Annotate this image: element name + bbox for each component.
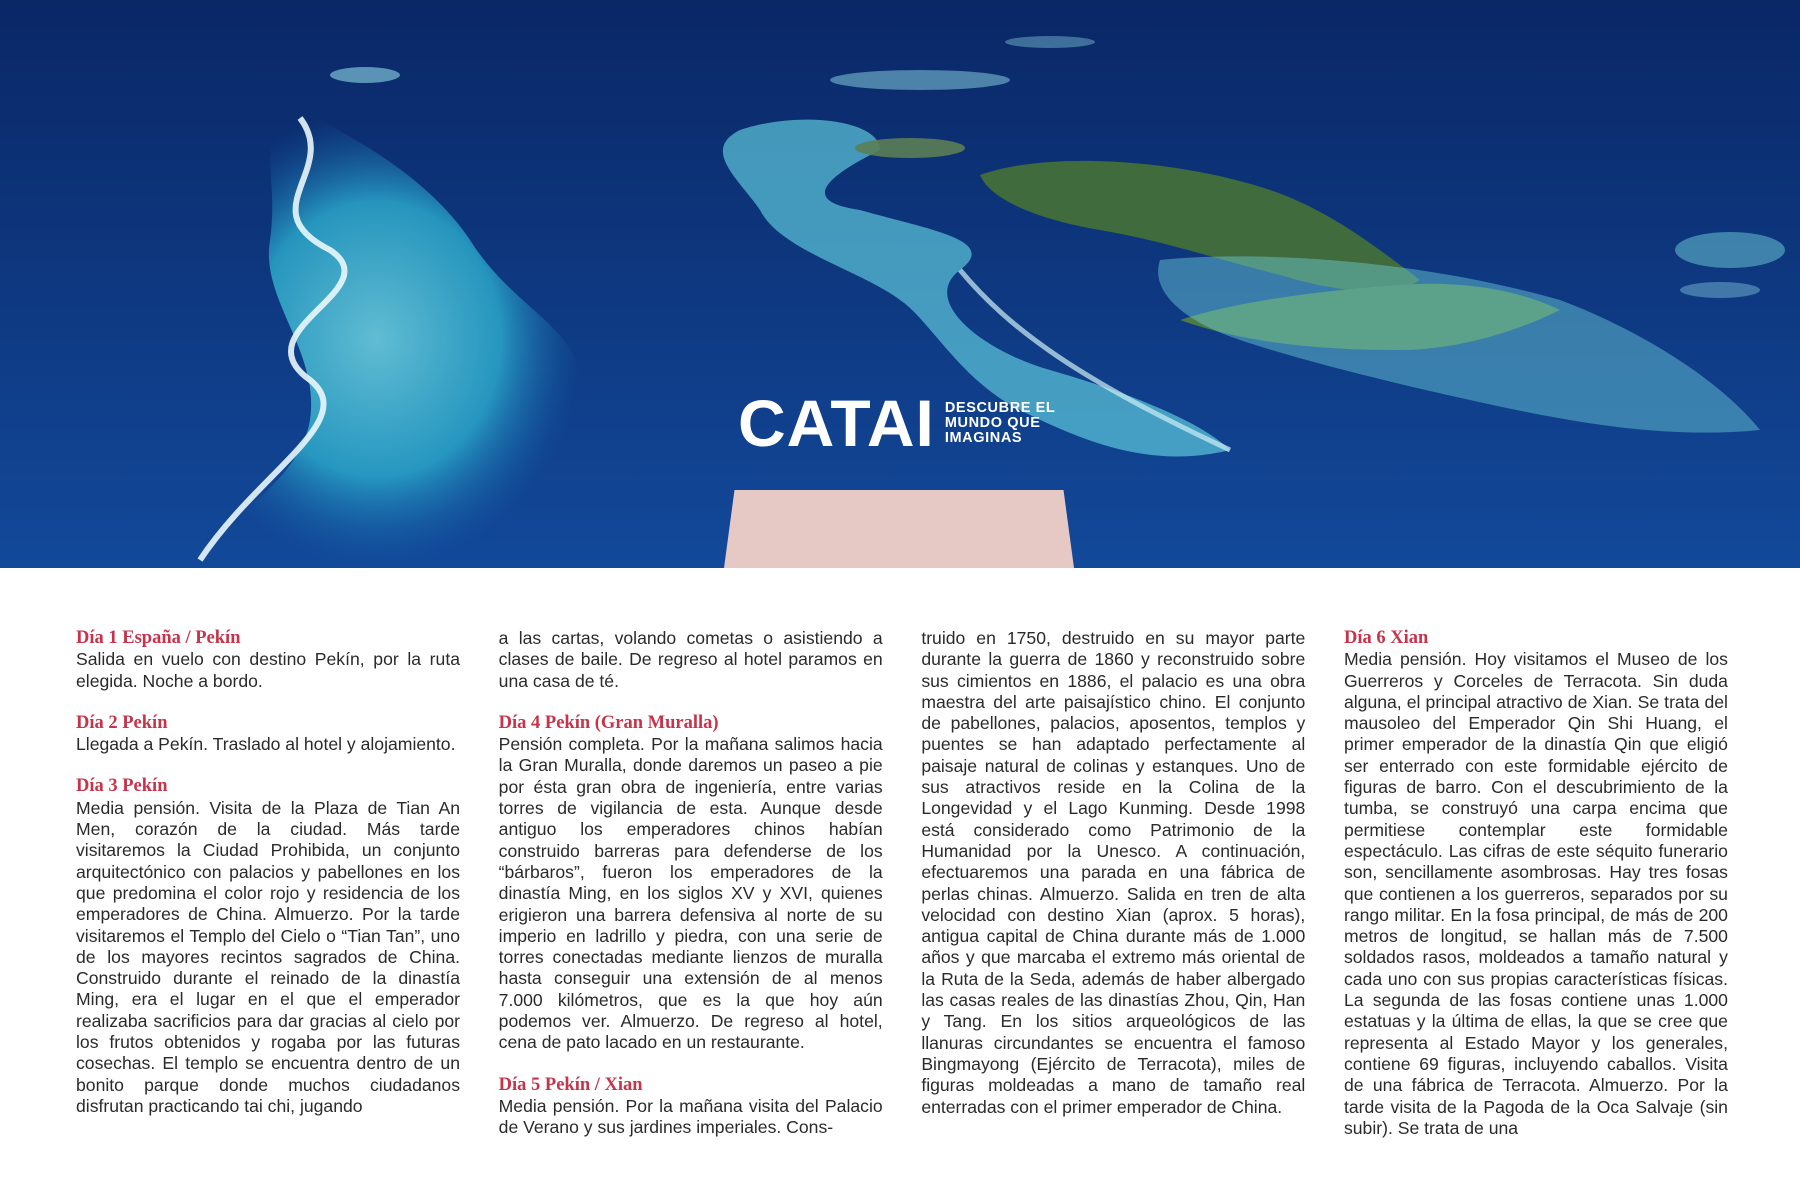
hero-photo (0, 0, 1800, 568)
day-entry (76, 776, 460, 1117)
day-entry (499, 713, 883, 1054)
day-text: Media pensión. Por la mañana visita del Palacio de Verano y sus jardines imperiales. Cons- (498, 1095, 883, 1138)
day-text: Llegada a Pekín. Traslado al hotel y alojamiento. (76, 734, 456, 755)
continued-text: a las cartas, volando cometas o asistiendo a clases de baile. De regreso al hotel paramos en una casa de té. (498, 628, 883, 691)
day-text: Pensión completa. Por la mañana salimos hacia la Gran Muralla, donde daremos un paseo a pie por ésta gran obra de ingeniería, entre varias torres de vigilancia de esta. Aunque desde antiguo los emperadores chinos habían construido barreras para defenderse de los “bárbaros”, fueron los emperadores de la dinastía Ming, en los siglos XV y XVI, quienes erigieron una barrera defensiva al norte de su imperio en ladrillo y piedra, con una serie de torres conectadas mediante lienzos de muralla hasta conseguir una extensión de al menos 7.000 kilómetros, que es la que hoy aún podemos ver. Almuerzo. De regreso al hotel, cena de pato lacado en un restaurante. (498, 734, 883, 1053)
itinerary-column-4 (1344, 628, 1728, 1148)
day-entry (76, 628, 460, 692)
day-title: Día 3 Pekín (76, 776, 168, 797)
itinerary-columns (76, 628, 1728, 1148)
day-title: Día 5 Pekín / Xian (498, 1074, 643, 1095)
itinerary-column-3 (921, 628, 1305, 1148)
day-title: Día 4 Pekín (Gran Muralla) (498, 712, 719, 733)
day-text: Media pensión. Hoy visitamos el Museo de los Guerreros y Corceles de Terracota. Sin duda alguna, el principal atractivo de Xian. Se trata del mausoleo del Emperador Qin Shi Huang, el primer emperador de la dinastía Qin que eligió ser enterrado con este formidable ejército de figuras de barro. Con el descubrimiento de la tumba, se construyó una carpa encima que permitiese contemplar este formidable espectáculo. Las cifras de este séquito funerario son, sencillamente asombrosas. Hay tres fosas que contienen a los guerreros, separados por su rango militar. En la fosa principal, de más de 200 metros de longitud, se hallan más de 7.500 soldados rasos, moldeados a tamaño natural y cada uno con sus propias características físicas. La segunda de las fosas contiene unas 1.000 estatuas y la última de ellas, la que se cree que representa al Estado Mayor y los generales, contiene 69 figuras, incluyendo caballos. Visita de una fábrica de Terracota. Almuerzo. Por la tarde visita de la Pagoda de la Oca Salvaje (sin subir). Se trata de una (1343, 649, 1728, 1138)
brand-tagline-line: DESCUBRE EL (944, 399, 1056, 416)
brand-name: CATAI (738, 386, 935, 460)
day-entry (1344, 628, 1728, 1139)
day-text: Media pensión. Visita de la Plaza de Tian An Men, corazón de la ciudad. Más tarde visitaremos la Ciudad Prohibida, un conjunto arquitectónico con palacios y pabellones en los que predomina el color rojo y residencia de los emperadores de China. Almuerzo. Por la tarde visitaremos el Templo del Cielo o “Tian Tan”, uno de los mayores recintos sagrados de China. Construido durante el reinado de la dinastía Ming, era el lugar en el que el emperador realizaba sacrificios para dar gracias al cielo por los frutos obtenidos y rogaba por las futuras cosechas. El templo se encuentra dentro de un bonito parque donde muchos ciudadanos disfrutan practicando tai chi, jugando (76, 797, 460, 1116)
day-title: Día 1 España / Pekín (76, 628, 241, 648)
day-title: Día 2 Pekín (76, 712, 168, 733)
day-entry (76, 713, 460, 756)
decorative-tab (724, 490, 1074, 568)
day-text: Salida en vuelo con destino Pekín, por la ruta elegida. Noche a bordo. (76, 649, 460, 691)
brand-tagline-line: IMAGINAS (944, 429, 1023, 446)
continued-text: truido en 1750, destruido en su mayor parte durante la guerra de 1860 y reconstruido sobre sus cimientos en 1886, el palacio es una obra maestra del arte paisajístico chino. El conjunto de pabellones, palacios, aposentos, templos y puentes se han adaptado perfectamente al paisaje natural de colinas y estanques. Uno de sus atractivos reside en la Colina de la Longevidad y el Lago Kunming. Desde 1998 está considerado como Patrimonio de la Humanidad por la Unesco. A continuación, efectuaremos una parada en una fábrica de perlas chinas. Almuerzo. Salida en tren de alta velocidad con destino Xian (aprox. 5 horas), antigua capital de China durante más de 1.000 años y que marcaba el extremo más oriental de la Ruta de la Seda, además de haber albergado las casas reales de las dinastías Zhou, Qin, Han y Tang. En los sitios arqueológicos de las llanuras circundantes se encuentra el famoso Bingmayong (Ejército de Terracota), miles de figuras moldeadas a mano de tamaño real enterradas con el primer emperador de China. (921, 628, 1306, 1117)
day-entry (499, 1075, 883, 1139)
aerial-reef-illustration (0, 0, 1800, 568)
itinerary-column-1 (76, 628, 460, 1148)
itinerary-column-2 (499, 628, 883, 1148)
brand-logo (738, 386, 1056, 460)
brand-tagline (945, 401, 1056, 446)
day-title: Día 6 Xian (1343, 628, 1429, 648)
brand-tagline-line: MUNDO QUE (944, 414, 1041, 431)
